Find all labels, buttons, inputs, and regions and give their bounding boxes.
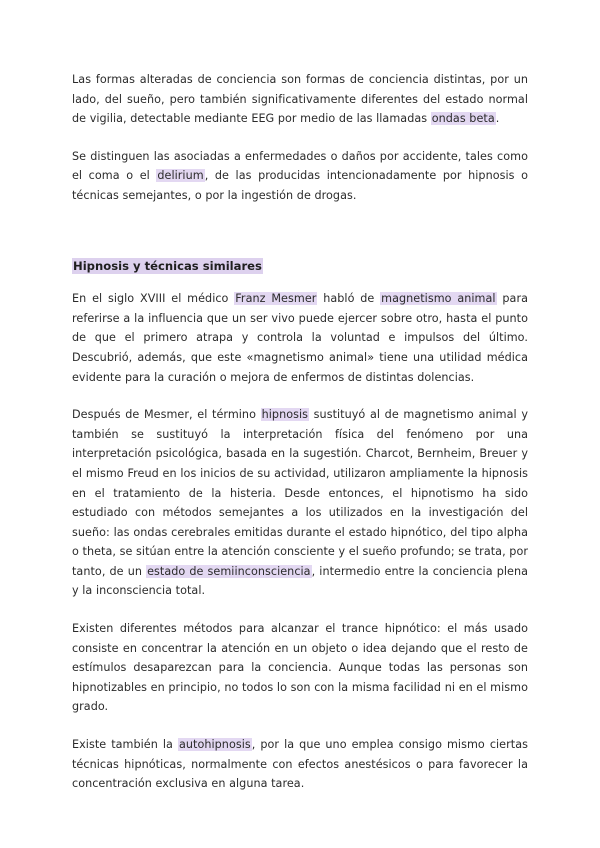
paragraph-text: Existen diferentes métodos para alcanzar el trance hipnótico: el más usado consiste en concentrar la atención en un objeto o idea dejando que el resto de estímulos desaparezcan para la conciencia. Aunque todas las personas son hipnotizables en principio, no todos lo son con la misma facilidad ni en el mismo grado. (72, 622, 528, 714)
paragraph-text: habló de (317, 292, 381, 306)
paragraph-methods (72, 619, 528, 717)
paragraph-text: para referirse a la influencia que un ser vivo puede ejercer sobre otro, hasta el punto de que el primero atrapa y controla la voluntad e impulsos del último. Descubrió, además, que este «magnetismo animal» tiene una utilidad médica evidente para la curación o mejora de enfermos de distintas dolencias. (72, 292, 528, 384)
paragraph-text: . (495, 112, 500, 126)
paragraph-text: , por la que uno emplea consigo mismo ciertas técnicas hipnóticas, normalmente con efectos anestésicos o para favorecer la concentración exclusiva en alguna tarea. (72, 738, 528, 791)
paragraph-altered-consciousness (72, 70, 528, 129)
paragraph-text: sustituyó al de magnetismo animal y también se sustituyó la interpretación física del fenómeno por una interpretación psicológica, basada en la sugestión. Charcot, Bernheim, Breuer y el mismo Freud en los inicios de su actividad, utilizaron ampliamente la hipnosis en el tratamiento de la histeria. Desde entonces, el hipnotismo ha sido estudiado con métodos semejantes a los utilizados en la investigación del sueño: las ondas cerebrales emitidas durante el estado hipnótico, del tipo alpha o theta, se sitúan entre la atención consciente y el sueño profundo; se trata, por tanto, de un (72, 408, 528, 578)
paragraph-hipnosis-history (72, 405, 528, 601)
paragraph-text: Después de Mesmer, el término (72, 408, 261, 422)
paragraph-text: Se distinguen las asociadas a enfermedades o daños por accidente, tales como el coma o el (72, 149, 528, 183)
highlight-franz-mesmer: Franz Mesmer (235, 292, 317, 306)
paragraph-text: En el siglo XVIII el médico (72, 292, 235, 306)
highlight-ondas-beta: ondas beta (431, 112, 495, 126)
highlight-delirium: delirium (157, 169, 204, 183)
paragraph-autohipnosis (72, 735, 528, 794)
paragraph-text: , de las producidas intencionadamente por hipnosis o técnicas semejantes, o por la ingestión de drogas. (72, 169, 528, 202)
paragraph-text: , intermedio entre la conciencia plena y la inconsciencia total. (72, 564, 529, 598)
paragraph-types (72, 147, 528, 206)
paragraph-text: Existe también la (72, 738, 178, 752)
paragraph-text: Las formas alteradas de conciencia son formas de conciencia distintas, por un lado, del sueño, pero también significativamente diferentes del estado normal de vigilia, detectable mediante EEG por medio de las llamadas (72, 73, 528, 126)
highlight-magnetismo-animal: magnetismo animal (381, 292, 496, 306)
paragraph-mesmer (72, 289, 528, 387)
section-heading (72, 257, 528, 277)
highlight-semiinconsciencia: estado de semiinconsciencia (147, 564, 311, 578)
highlight-autohipnosis: autohipnosis (178, 738, 251, 752)
highlight-hipnosis: hipnosis (261, 408, 309, 422)
section-heading-text: Hipnosis y técnicas similares (73, 258, 262, 273)
